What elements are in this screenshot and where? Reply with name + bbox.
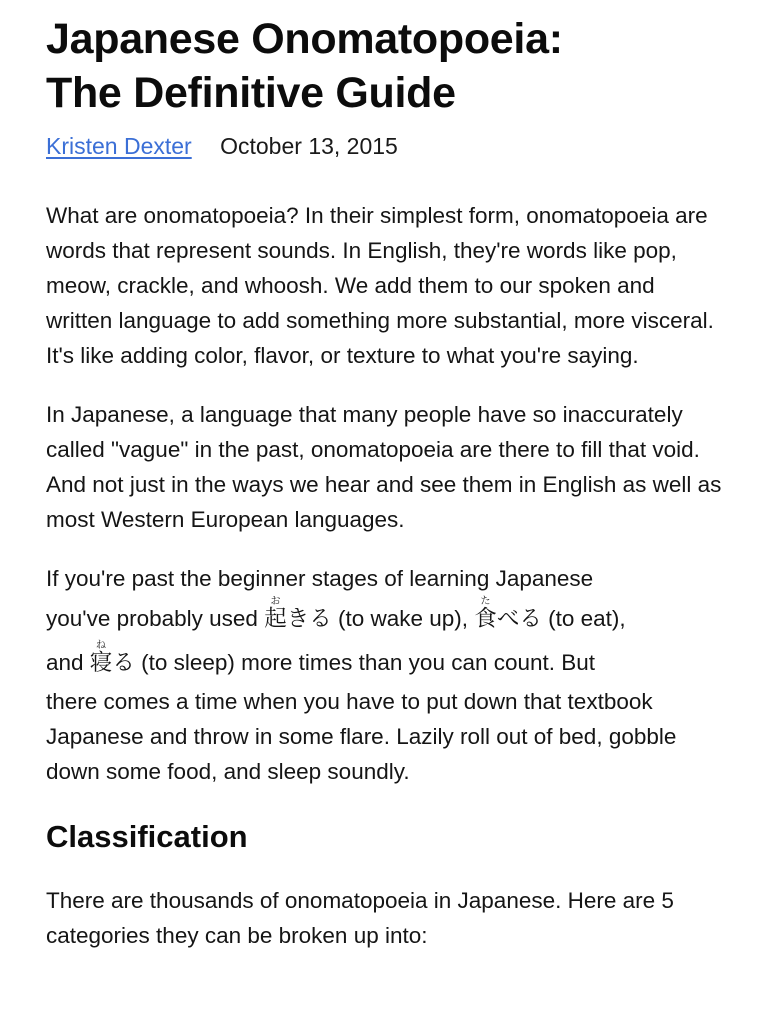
- taberu-word: [474, 596, 497, 631]
- article-title: [46, 12, 722, 120]
- neru-word: [89, 640, 113, 675]
- verbs-paragraph: [46, 561, 722, 789]
- text-fragment: and: [46, 650, 90, 675]
- article-meta: [46, 130, 722, 162]
- kanji: 起: [264, 606, 287, 631]
- okurigana: きる: [286, 606, 332, 631]
- title-line-1: Japanese Onomatopoeia:: [46, 15, 563, 63]
- okiru-word: [264, 596, 287, 631]
- text-fragment: (to sleep) more times than you can count. But: [134, 650, 596, 675]
- text-fragment: (to eat),: [541, 606, 626, 631]
- intro-paragraph: What are onomatopoeia? In their simplest form, onomatopoeia are words that represent sounds. In English, they're words like pop, meow, crackle, and whoosh. We add them to our spoken and written language to add something more substantial, more visceral. It's like adding color, flavor, or texture to what you're saying.: [46, 203, 714, 368]
- furigana: ね: [89, 640, 113, 651]
- verbs-line-1: If you're past the beginner stages of learning Japanese: [46, 566, 594, 591]
- verbs-line-2: [46, 596, 722, 640]
- classification-intro: There are thousands of onomatopoeia in Japanese. Here are 5 categories they can be broken up into:: [46, 888, 674, 948]
- japanese-vague-paragraph: In Japanese, a language that many people have so inaccurately called "vague" in the past, onomatopoeia are there to fill that void. And not just in the ways we hear and see them in English as well as most Western European languages.: [46, 402, 722, 532]
- okurigana: べる: [496, 606, 542, 631]
- kanji: 寝: [89, 650, 113, 675]
- okurigana: る: [112, 650, 135, 675]
- verbs-rest: there comes a time when you have to put down that textbook Japanese and throw in some flare. Lazily roll out of bed, gobble down some food, and sleep soundly.: [46, 689, 677, 784]
- verbs-line-3: [46, 640, 722, 684]
- furigana: た: [474, 596, 497, 607]
- section-heading-classification: Classification: [46, 819, 248, 854]
- furigana: お: [264, 596, 287, 607]
- kanji: 食: [474, 606, 497, 631]
- title-line-2: The Definitive Guide: [46, 69, 456, 117]
- author-link[interactable]: Kristen Dexter: [46, 133, 192, 159]
- text-fragment: (to wake up),: [331, 606, 475, 631]
- text-fragment: you've probably used: [46, 606, 265, 631]
- publish-date: October 13, 2015: [220, 133, 398, 159]
